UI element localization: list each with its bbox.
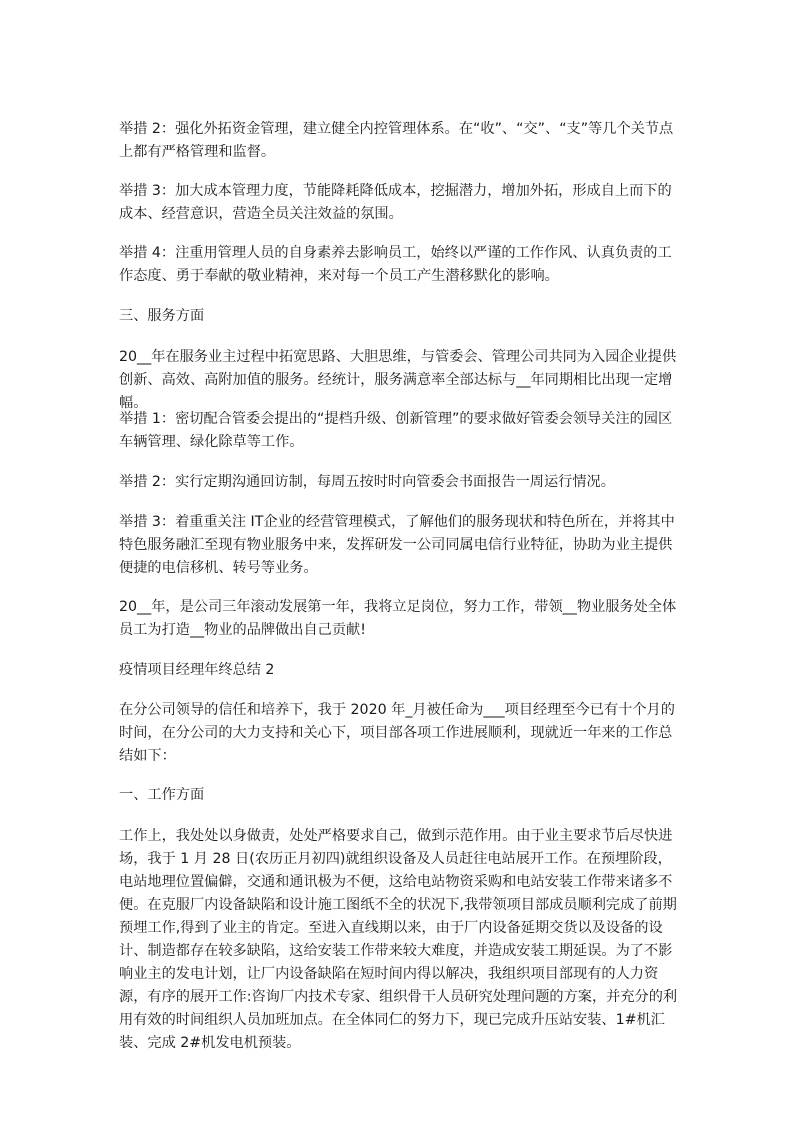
paragraph-intro: 在分公司领导的信任和培养下，我于 2020 年_月被任命为___项目经理至今已有十个月的时间，在分公司的大力支持和关心下，项目部各项工作进展顺利，现就近一年来的工作总结如下：: [119, 702, 675, 764]
section-heading-service: 三、服务方面: [119, 308, 205, 324]
paragraph-service-measure-3: 举措 3：着重重关注 IT企业的经营管理模式，了解他们的服务现状和特色所在，并将其中特色服务融汇至现有物业服务中来，发挥研发一公司同属电信行业特征，协助为业主提供便捷的电信移机、转号等业务。: [119, 514, 675, 576]
paragraph-service-summary: 20__年在服务业主过程中拓宽思路、大胆思维，与管委会、管理公司共同为入园企业提供创新、高效、高附加值的服务。经统计，服务满意率全部达标与__年同期相比出现一定增幅。: [119, 349, 677, 411]
paragraph-closing: 20__年，是公司三年滚动发展第一年，我将立足岗位，努力工作，带领__物业服务处全体员工为打造__物业的品牌做出自己贡献!: [119, 599, 677, 638]
document-subtitle: 疫情项目经理年终总结 2: [119, 662, 275, 678]
paragraph-measure-4-staff: 举措 4：注重用管理人员的自身素养去影响员工，始终以严谨的工作作风、认真负责的工作态度、勇于奉献的敬业精神，来对每一个员工产生潜移默化的影响。: [119, 245, 672, 284]
paragraph-work-details: 工作上，我处处以身做责，处处严格要求自己，做到示范作用。由于业主要求节后尽快进场，我于 1 月 28 日(农历正月初四)就组织设备及人员赶往电站展开工作。在预埋阶段，电站地理位置偏僻，交通和通讯极为不便，这给电站物资采购和电站安装工作带来诸多不便。在克服厂内设备缺陷和设计施工图纸不全的状况下,我带领项目部成员顺利完成了前期预埋工作,得到了业主的肯定。至进入直线期以来，由于厂内设备延期交货以及设备的设计、制造都存在较多缺陷，这给安装工作带来较大难度，并造成安装工期延误。为了不影响业主的发电计划，让厂内设备缺陷在短时间内得以解决，我组织项目部现有的人力资源，有序的展开工作:咨询厂内技术专家、组织骨干人员研究处理问题的方案，并充分的利用有效的时间组织人员加班加点。在全体同仁的努力下，现已完成升压站安装、1#机汇装、完成 2#机发电机预装。: [119, 828, 678, 1051]
paragraph-measure-3-cost: 举措 3：加大成本管理力度，节能降耗降低成本，挖掘潜力，增加外拓，形成自上而下的成本、经营意识，营造全员关注效益的氛围。: [119, 183, 672, 222]
paragraph-service-measure-2: 举措 2：实行定期沟通回访制，每周五按时时向管委会书面报告一周运行情况。: [119, 474, 615, 490]
paragraph-measure-2-funds: 举措 2：强化外拓资金管理，建立健全内控管理体系。在“收”、“交”、“支”等几个关节点上都有严格管理和监督。: [119, 121, 674, 160]
section-heading-work: 一、工作方面: [119, 787, 205, 803]
paragraph-service-measure-1: 举措 1：密切配合管委会提出的“提档升级、创新管理”的要求做好管委会领导关注的园区车辆管理、绿化除草等工作。: [119, 411, 673, 450]
